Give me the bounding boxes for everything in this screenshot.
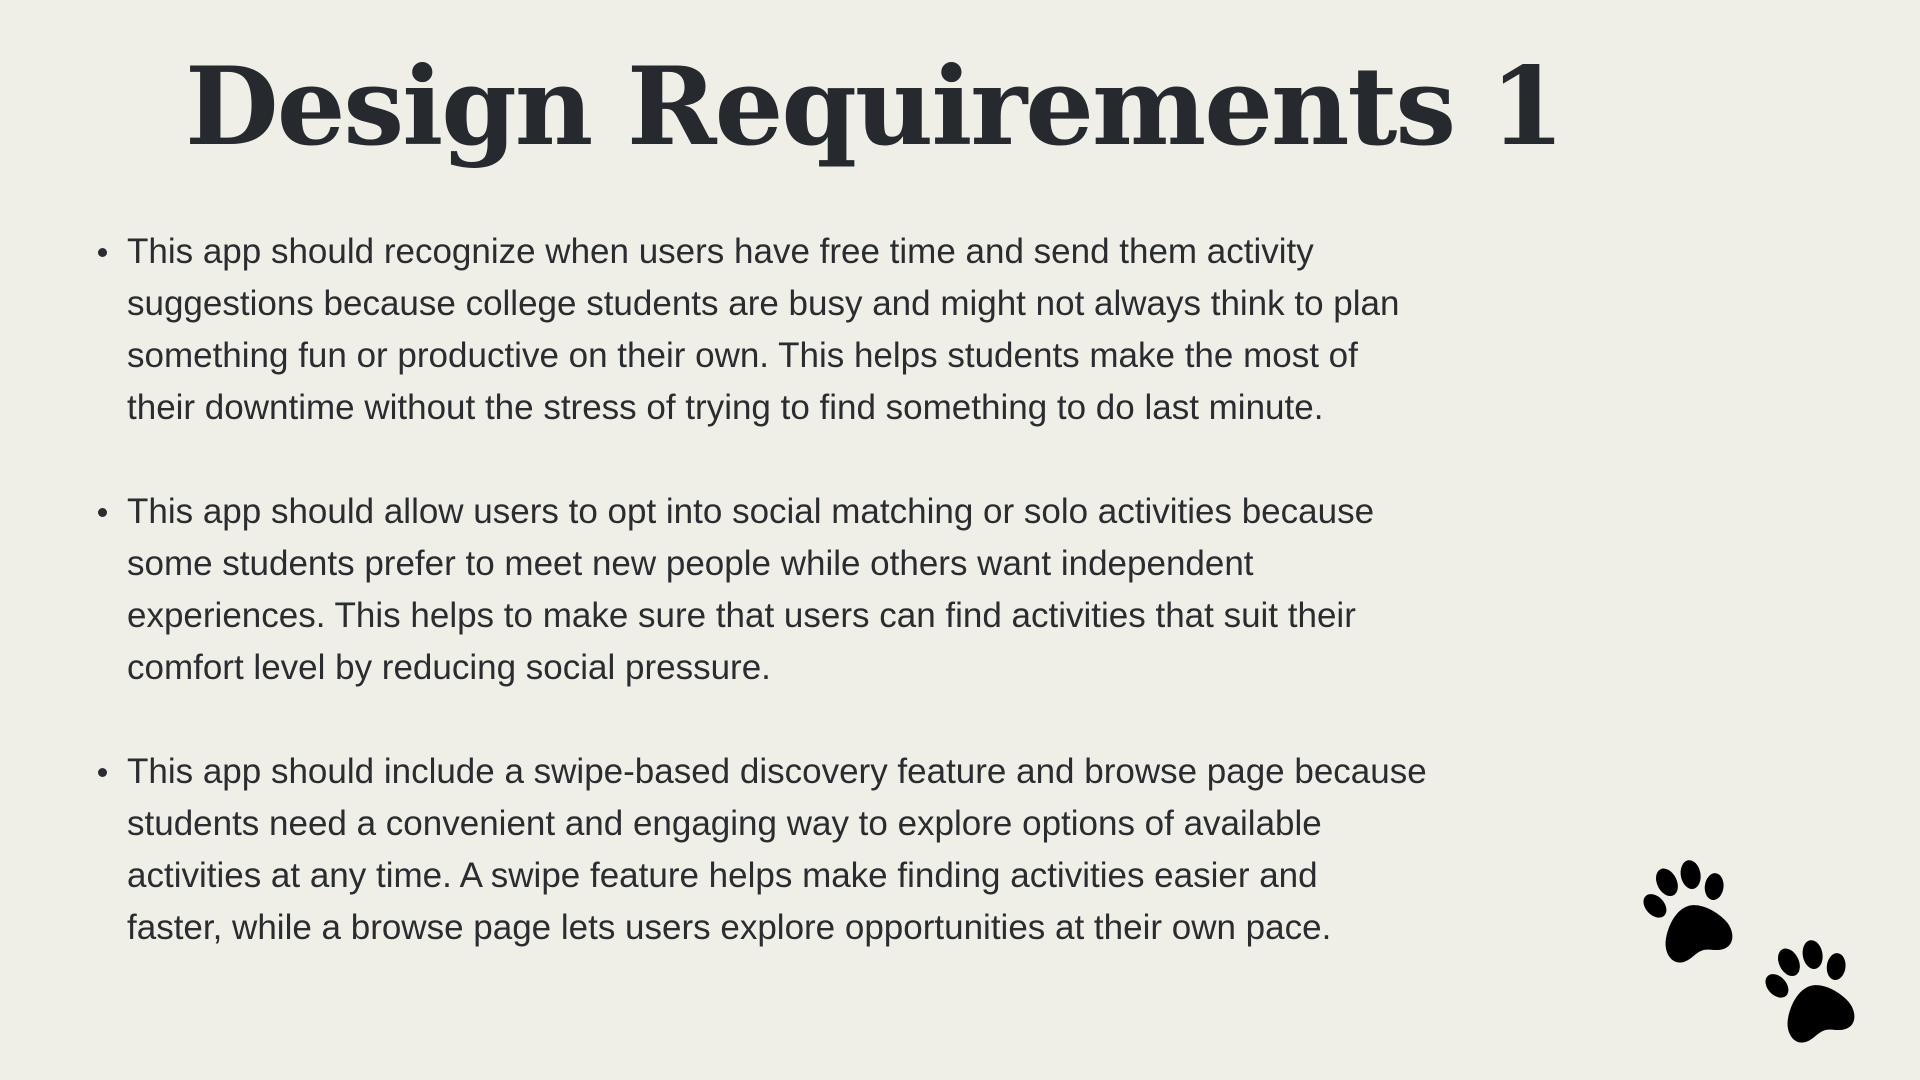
bullet-line: students need a convenient and engaging way to explore options of available (127, 804, 1322, 843)
bullet-item (92, 226, 1612, 434)
bullet-line: This app should include a swipe-based discovery feature and browse page because (127, 752, 1427, 791)
bullet-line: their downtime without the stress of trying to find something to do last minute. (127, 388, 1324, 427)
paw-print-icon (1760, 938, 1864, 1048)
bullet-item (92, 746, 1612, 954)
bullet-dot (98, 248, 107, 257)
bullet-line: faster, while a browse page lets users explore opportunities at their own pace. (127, 908, 1332, 947)
bullet-item (92, 486, 1612, 694)
bullet-line: comfort level by reducing social pressure. (127, 648, 771, 687)
bullet-text (127, 746, 1612, 954)
bullet-dot (98, 768, 107, 777)
bullet-text (127, 226, 1612, 434)
bullet-line: This app should recognize when users have free time and send them activity (127, 232, 1314, 271)
bullet-line: suggestions because college students are busy and might not always think to plan (127, 284, 1400, 323)
bullet-list (92, 226, 1612, 954)
slide-title: Design Requirements 1 (185, 44, 1563, 170)
bullet-line: experiences. This helps to make sure that users can find activities that suit their (127, 596, 1356, 635)
bullet-line: something fun or productive on their own. This helps students make the most of (127, 336, 1358, 375)
bullet-dot (98, 508, 107, 517)
paw-print-icon (1638, 858, 1742, 968)
bullet-line: activities at any time. A swipe feature helps make finding activities easier and (127, 856, 1318, 895)
bullet-text (127, 486, 1612, 694)
bullet-line: This app should allow users to opt into social matching or solo activities because (127, 492, 1375, 531)
bullet-line: some students prefer to meet new people while others want independent (127, 544, 1254, 583)
